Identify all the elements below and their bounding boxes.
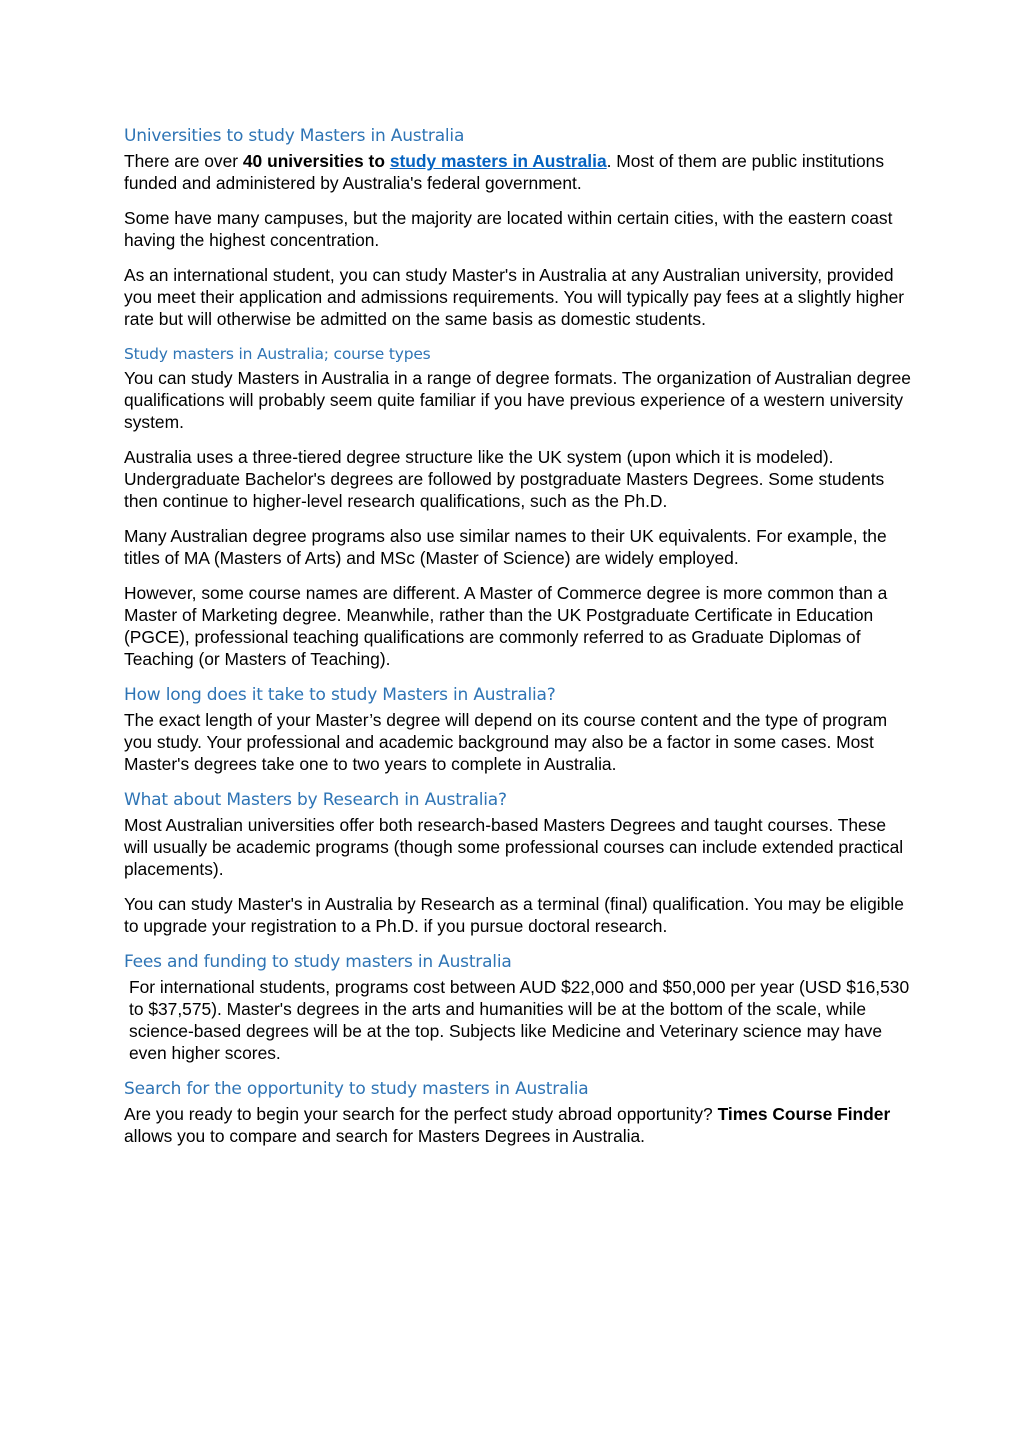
paragraph-terminal-qualification: You can study Master's in Australia by Research as a terminal (final) qualification. You may be eligible to upgrade your registration to a Ph.D. if you pursue doctoral research.: [124, 894, 904, 936]
heading-universities: Universities to study Masters in Australia: [124, 126, 465, 146]
text-search-pre: Are you ready to begin your search for the perfect study abroad opportunity?: [124, 1104, 718, 1124]
heading-search-opportunity: Search for the opportunity to study masters in Australia: [124, 1079, 589, 1099]
paragraph-length: The exact length of your Master’s degree will depend on its course content and the type of program you study. Your professional and academic background may also be a factor in some cases. Most Master's degrees take one to two years to complete in Australia.: [124, 710, 888, 774]
text-intro-pre: There are over: [124, 151, 243, 171]
paragraph-search: [124, 1103, 914, 1147]
paragraph-fees: For international students, programs cost between AUD $22,000 and $50,000 per year (USD $16,530 to $37,575). Master's degrees in the arts and humanities will be at the bottom of the scale, while science-based degrees will be at the top. Subjects like Medicine and Veterinary science may have even higher scores.: [129, 977, 910, 1063]
text-intro-post: . Most of them are public institutions funded and administered by Australia's federal government.: [124, 151, 885, 193]
text-times-course-finder: Times Course Finder: [717, 1104, 891, 1124]
paragraph-different-names: However, some course names are different. A Master of Commerce degree is more common than a Master of Marketing degree. Meanwhile, rather than the UK Postgraduate Certificate in Education (PGCE), professional teaching qualifications are commonly referred to as Graduate Diplomas of Teaching (or Masters of Teaching).: [124, 583, 888, 669]
heading-course-types: Study masters in Australia; course types: [124, 345, 431, 363]
paragraph-international-student: As an international student, you can study Master's in Australia at any Australian university, provided you meet their application and admissions requirements. You will typically pay fees at a slightly higher rate but will otherwise be admitted on the same basis as domestic students.: [124, 265, 905, 329]
paragraph-campuses: Some have many campuses, but the majority are located within certain cities, with the eastern coast having the highest concentration.: [124, 208, 893, 250]
heading-fees-funding: Fees and funding to study masters in Australia: [124, 952, 512, 972]
paragraph-degree-formats: You can study Masters in Australia in a range of degree formats. The organization of Australian degree qualifications will probably seem quite familiar if you have previous experience of a western university system.: [124, 368, 911, 432]
text-bold-count: 40 universities to: [242, 151, 390, 171]
study-masters-link[interactable]: study masters in Australia: [389, 151, 607, 171]
paragraph-research-taught: Most Australian universities offer both research-based Masters Degrees and taught courses. These will usually be academic programs (though some professional courses can include extended practical placements).: [124, 815, 904, 879]
heading-how-long: How long does it take to study Masters in Australia?: [124, 685, 556, 705]
paragraph-similar-names: Many Australian degree programs also use similar names to their UK equivalents. For example, the titles of MA (Masters of Arts) and MSc (Master of Science) are widely employed.: [124, 526, 887, 568]
heading-masters-by-research: What about Masters by Research in Australia?: [124, 790, 507, 810]
paragraph-three-tiered: Australia uses a three-tiered degree structure like the UK system (upon which it is modeled). Undergraduate Bachelor's degrees are followed by postgraduate Masters Degrees. Some students then continue to higher-level research qualifications, such as the Ph.D.: [124, 447, 885, 511]
paragraph-universities-intro: [124, 150, 914, 194]
document-page: [124, 124, 914, 1160]
text-search-post: allows you to compare and search for Masters Degrees in Australia.: [124, 1126, 645, 1146]
